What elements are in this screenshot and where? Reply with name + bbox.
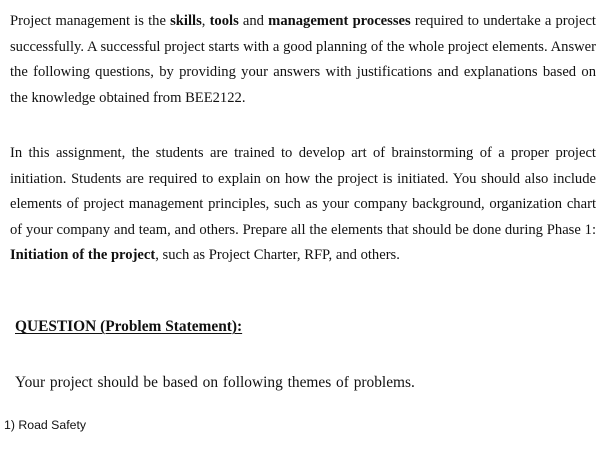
intro-paragraph xyxy=(10,9,596,111)
assignment-text-1: In this assignment, the students are trained to develop art of brainstorming of a proper project initiation. Students are required to explain on how the project is initiated. You should also include elements of project management principles, such as your company background, organization chart of your company and team, and others. Prepare all the elements that should be done during Phase 1: xyxy=(10,145,596,238)
intro-text-3: and xyxy=(238,13,269,29)
themes-intro: Your project should be based on following themes of problems. xyxy=(15,374,415,391)
intro-bold-skills: skills xyxy=(170,13,202,29)
theme-item-road-safety: 1) Road Safety xyxy=(4,418,87,432)
intro-text-1: Project management is the xyxy=(10,13,171,29)
assignment-paragraph xyxy=(10,141,596,269)
assignment-text-2: , such as Project Charter, RFP, and others. xyxy=(155,247,400,264)
intro-text-4: required to undertake a project successfully. A successful project starts with a good planning of the whole project elements. Answer the following questions, by providing your answers with justifications and explanations based on the knowledge obtained from BEE2122. xyxy=(10,13,596,106)
intro-bold-tools: tools xyxy=(209,13,239,29)
assignment-bold-initiation: Initiation of the project xyxy=(10,247,156,264)
question-heading: QUESTION (Problem Statement): xyxy=(15,318,243,335)
intro-bold-management-processes: management processes xyxy=(268,13,411,29)
intro-text-2: , xyxy=(201,13,210,29)
